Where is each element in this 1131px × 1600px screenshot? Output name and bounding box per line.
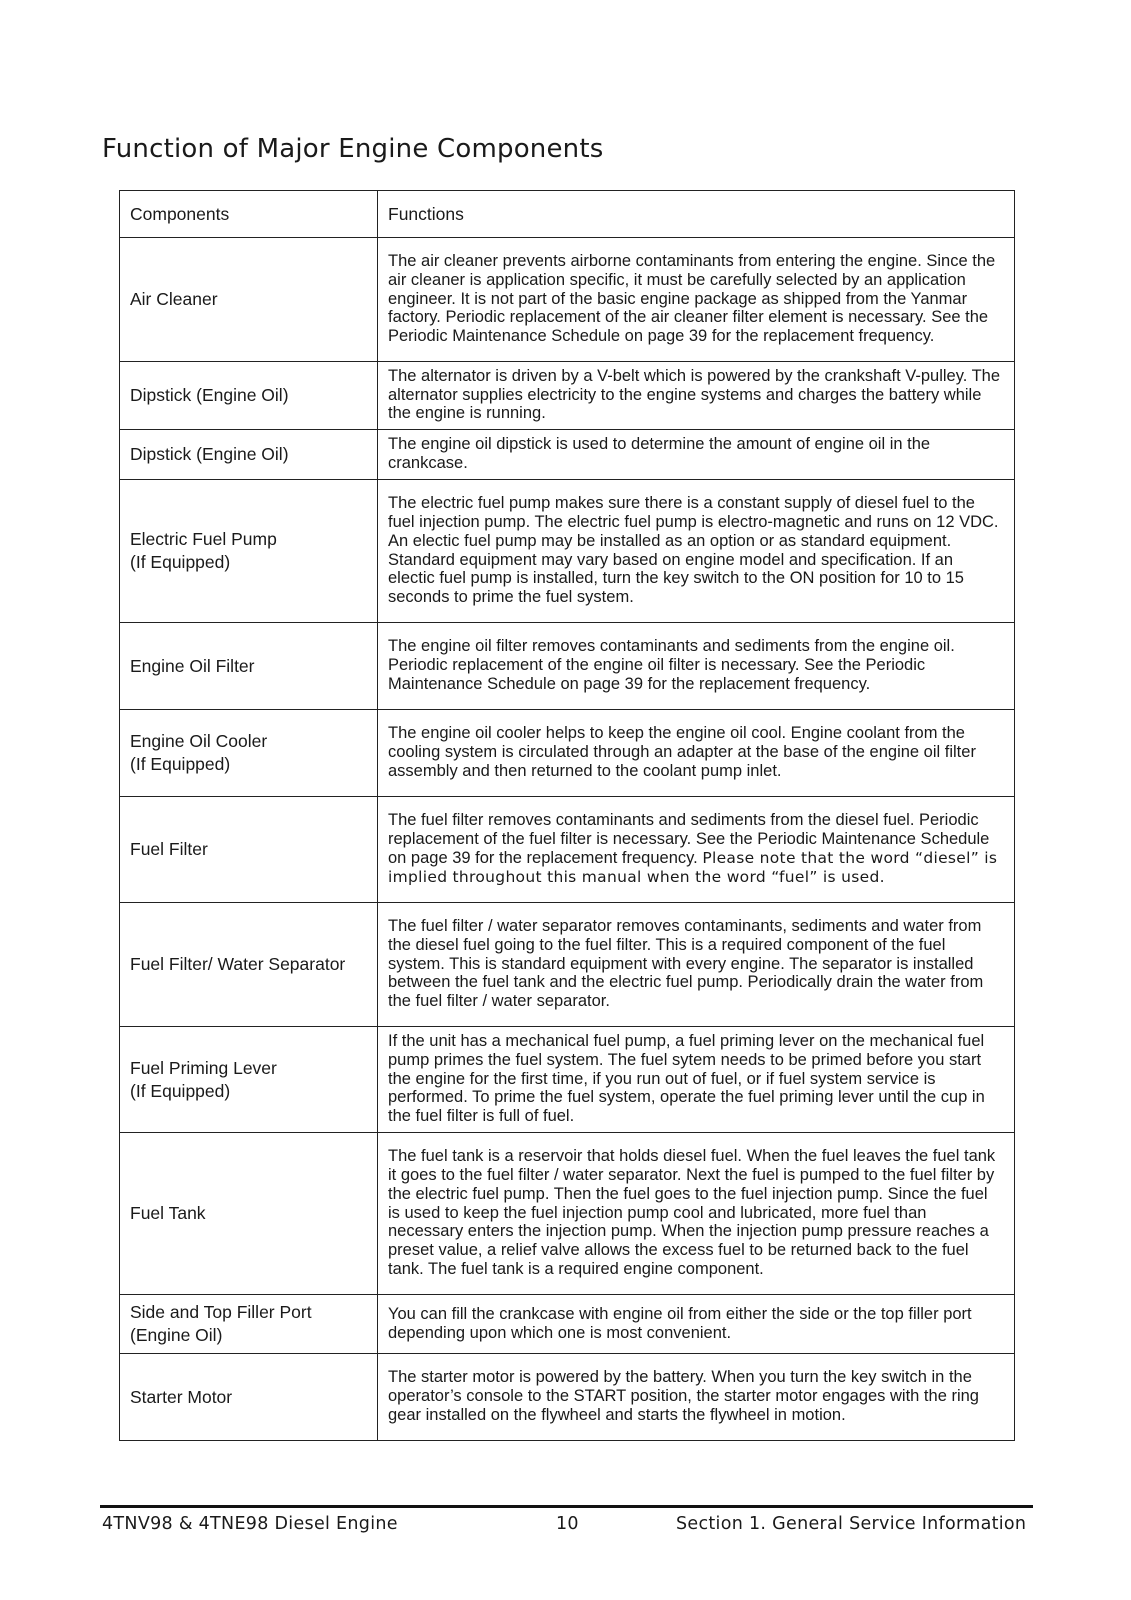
footer-rule: [100, 1505, 1033, 1508]
table-row: [120, 1354, 1015, 1441]
component-qualifier: (If Equipped): [130, 552, 231, 572]
component-cell: [120, 362, 378, 430]
function-description: You can fill the crankcase with engine oil from either the side or the top filler port depending upon which one is most convenient.: [378, 1295, 1015, 1354]
table-row: [120, 797, 1015, 903]
column-header-functions: Functions: [378, 191, 1015, 238]
component-name: Fuel Filter: [130, 839, 208, 859]
table-row: [120, 430, 1015, 480]
component-name: Engine Oil Cooler: [130, 731, 268, 751]
function-description: The electric fuel pump makes sure there is a constant supply of diesel fuel to the fuel injection pump. The electric fuel pump is electro-magnetic and runs on 12 VDC. An electic fuel pump may be installed as an option or as standard equipment. Standard equipment may vary based on engine model and specification. If an electic fuel pump is installed, turn the key switch to the ON position for 10 to 15 seconds to prime the fuel system.: [378, 480, 1015, 623]
table-row: [120, 623, 1015, 710]
table-row: [120, 903, 1015, 1027]
component-name: Starter Motor: [130, 1386, 233, 1407]
component-name: Dipstick (Engine Oil): [130, 385, 289, 405]
function-description: If the unit has a mechanical fuel pump, a fuel priming lever on the mechanical fuel pump primes the fuel system. The fuel sytem needs to be primed before you start the engine for the first time, if you run out of fuel, or if fuel system service is performed. To prime the fuel system, operate the fuel priming lever until the cup in the fuel filter is full of fuel.: [378, 1027, 1015, 1133]
component-name: Engine Oil Filter: [130, 655, 255, 676]
footer-document-title: 4TNV98 & 4TNE98 Diesel Engine: [102, 1514, 398, 1534]
component-cell: [120, 1027, 378, 1133]
component-cell: [120, 430, 378, 480]
function-description: The starter motor is powered by the battery. When you turn the key switch in the operator’s console to the START position, the starter motor engages with the ring gear installed on the flywheel and starts the flywheel in motion.: [378, 1354, 1015, 1441]
footer-section-title: Section 1. General Service Information: [676, 1514, 1027, 1534]
component-cell: [120, 1133, 378, 1295]
component-cell: [120, 480, 378, 623]
fuel-note: Please note that the word “diesel” is implied throughout this manual when the word “fuel” is used.: [388, 849, 998, 886]
table-row: [120, 362, 1015, 430]
component-name: Side and Top Filler Port: [130, 1302, 312, 1322]
component-cell: [120, 710, 378, 797]
component-qualifier: (If Equipped): [130, 754, 231, 774]
component-cell: [120, 1295, 378, 1354]
component-name: Air Cleaner: [130, 289, 218, 309]
component-cell: [120, 238, 378, 362]
function-description: The air cleaner prevents airborne contaminants from entering the engine. Since the air cleaner is application specific, it must be carefully selected by an application engineer. It is not part of the basic engine package as shipped from the Yanmar factory. Periodic replacement of the air cleaner filter element is necessary. See the Periodic Maintenance Schedule on page 39 for the replacement frequency.: [378, 238, 1015, 362]
function-description: The fuel filter / water separator removes contaminants, sediments and water from the diesel fuel going to the fuel filter. This is a required component of the fuel system. This is standard equipment with every engine. The separator is installed between the fuel tank and the electric fuel pump. Periodically drain the water from the fuel filter / water separator.: [378, 903, 1015, 1027]
component-name: Electric Fuel Pump: [130, 529, 277, 549]
component-cell: [120, 623, 378, 710]
function-description: The engine oil cooler helps to keep the engine oil cool. Engine coolant from the cooling system is circulated through an adapter at the base of the engine oil filter assembly and then returned to the coolant pump inlet.: [378, 710, 1015, 797]
component-cell: [120, 1354, 378, 1441]
component-cell: [120, 903, 378, 1027]
function-description: The fuel filter removes contaminants and sediments from the diesel fuel. Periodic replacement of the fuel filter is necessary. See the Periodic Maintenance Schedule on page 39 for the replacement frequency.: [388, 811, 990, 867]
page-title: Function of Major Engine Components: [102, 134, 604, 164]
component-qualifier: (Engine Oil): [130, 1325, 223, 1345]
function-cell: [378, 797, 1015, 903]
component-name: Fuel Filter/ Water Separator: [130, 954, 346, 974]
component-qualifier: (If Equipped): [130, 1080, 231, 1101]
function-description: The fuel tank is a reservoir that holds diesel fuel. When the fuel leaves the fuel tank it goes to the fuel filter / water separator. Next the fuel is pumped to the fuel filter by the electric fuel pump. Then the fuel goes to the fuel injection pump. Since the fuel is used to keep the fuel injection pump cool and lubricated, more fuel than necessary enters the injection pump. When the injection pump pressure reaches a preset value, a relief valve allows the excess fuel to be returned back to the fuel tank. The fuel tank is a required engine component.: [378, 1133, 1015, 1295]
table-row: [120, 480, 1015, 623]
function-description: The alternator is driven by a V-belt which is powered by the crankshaft V-pulley. The alternator supplies electricity to the engine systems and charges the battery while the engine is running.: [378, 362, 1015, 430]
table-row: [120, 710, 1015, 797]
table-row: [120, 1027, 1015, 1133]
function-description: The engine oil filter removes contaminants and sediments from the engine oil. Periodic replacement of the engine oil filter is necessary. See the Periodic Maintenance Schedule on page 39 for the replacement frequency.: [378, 623, 1015, 710]
footer-page-number: 10: [556, 1514, 579, 1534]
component-name: Fuel Priming Lever: [130, 1057, 277, 1078]
component-name: Fuel Tank: [130, 1203, 206, 1223]
table-row: [120, 238, 1015, 362]
table-row: [120, 1133, 1015, 1295]
function-description: The engine oil dipstick is used to determine the amount of engine oil in the crankcase.: [378, 430, 1015, 480]
component-name: Dipstick (Engine Oil): [130, 444, 289, 464]
table-row: [120, 1295, 1015, 1354]
components-table: [119, 190, 1015, 1441]
table-header-row: [120, 191, 1015, 238]
column-header-components: Components: [120, 191, 378, 238]
component-cell: [120, 797, 378, 903]
